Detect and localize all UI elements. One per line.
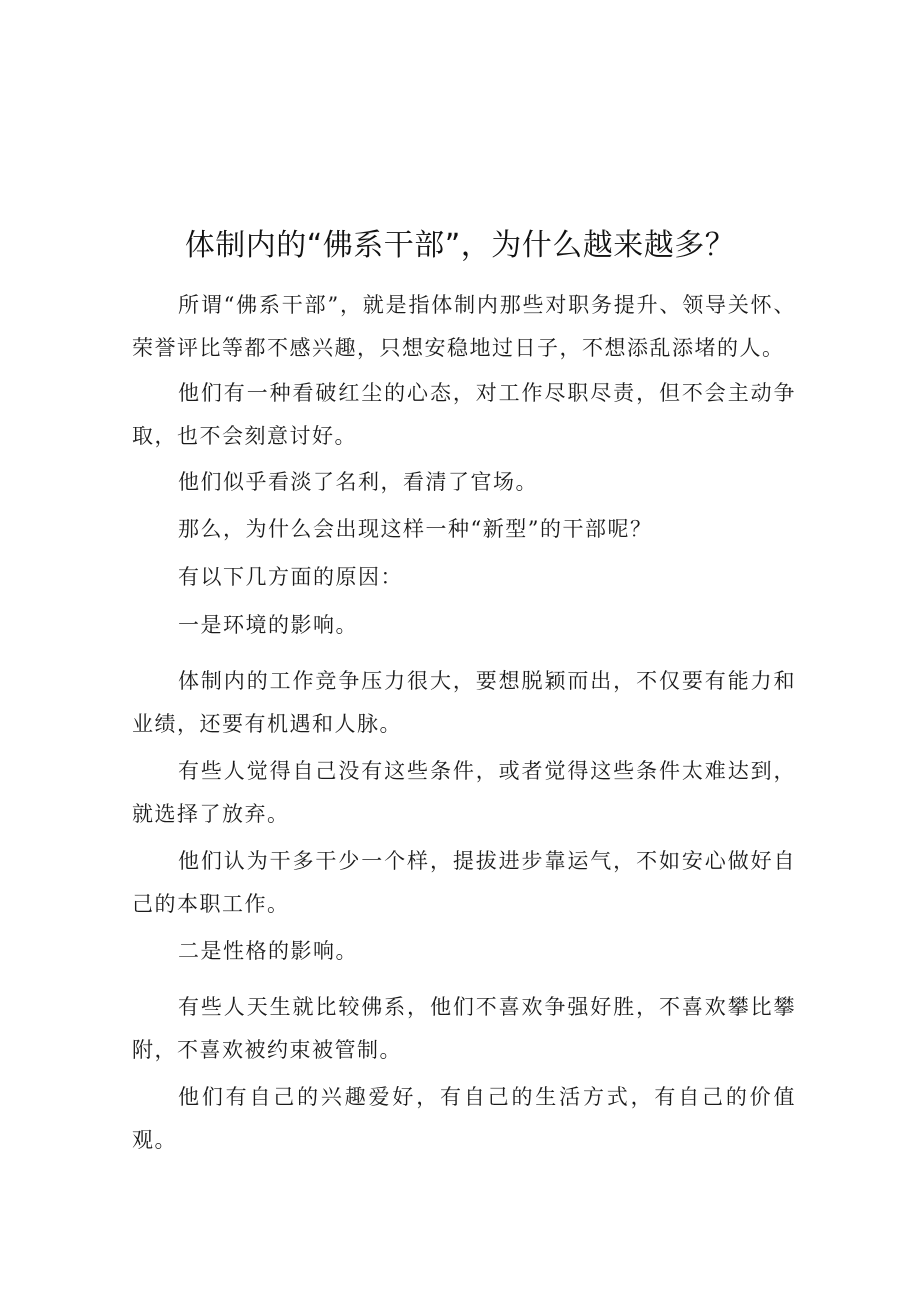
paragraph: 他们有一种看破红尘的心态，对工作尽职尽责，但不会主动争取，也不会刻意讨好。 — [132, 381, 796, 448]
paragraph: 有些人天生就比较佛系，他们不喜欢争强好胜，不喜欢攀比攀附，不喜欢被约束被管制。 — [132, 995, 796, 1062]
paragraph: 他们似乎看淡了名利，看清了官场。 — [178, 470, 538, 494]
paragraph: 有以下几方面的原因： — [178, 565, 403, 589]
paragraph: 体制内的工作竞争压力很大，要想脱颖而出，不仅要有能力和业绩，还要有机遇和人脉。 — [132, 669, 796, 736]
paragraph: 二是性格的影响。 — [178, 939, 358, 963]
paragraph: 所谓“佛系干部”，就是指体制内那些对职务提升、领导关怀、荣誉评比等都不感兴趣，只想安稳地过日子，不想添乱添堵的人。 — [132, 293, 796, 360]
paragraph: 有些人觉得自己没有这些条件，或者觉得这些条件太难达到，就选择了放弃。 — [132, 759, 796, 826]
paragraph: 一是环境的影响。 — [178, 613, 358, 637]
document-title: 体制内的“佛系干部”，为什么越来越多？ — [184, 228, 736, 263]
paragraph: 他们认为干多干少一个样，提拔进步靠运气，不如安心做好自己的本职工作。 — [132, 849, 796, 916]
paragraph: 那么，为什么会出现这样一种“新型”的干部呢？ — [178, 517, 653, 541]
paragraph: 他们有自己的兴趣爱好，有自己的生活方式，有自己的价值观。 — [132, 1085, 796, 1152]
